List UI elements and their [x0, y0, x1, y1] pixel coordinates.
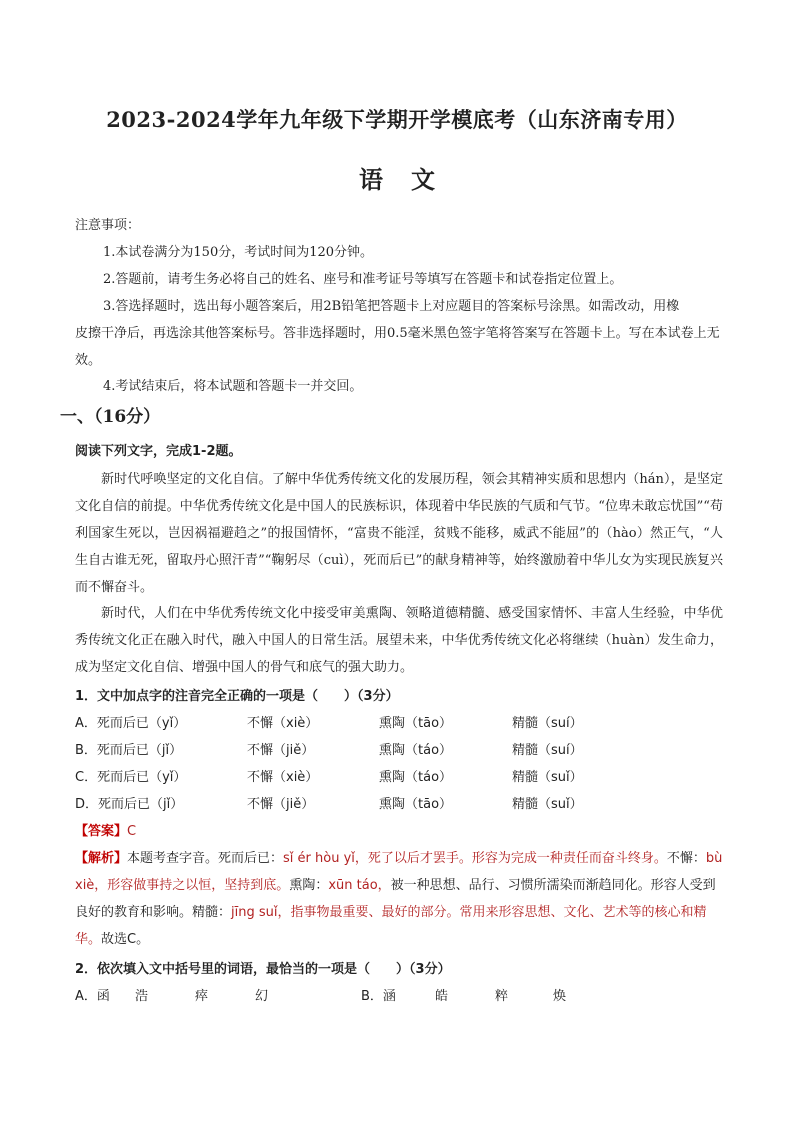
option-cell: 不懈（xiè） [247, 716, 319, 731]
exam-title: 2023-2024学年九年级下学期开学模底考（山东济南专用） [106, 107, 688, 132]
analysis-text: jīng suǐ，指事物最重要、最好的部分。常用来形容思想、文化、艺术等的核心和精华。 [75, 905, 707, 947]
option-cell: 熏陶（táo） [379, 770, 453, 785]
option-cell: 焕 [553, 989, 567, 1004]
option-cell: 精髓（suǐ） [512, 797, 583, 812]
analysis-text: xūn táo， [328, 878, 391, 893]
option-cell: 不懈（xiè） [247, 770, 319, 785]
option-cell: 不懈（jiě） [247, 797, 315, 812]
note-item: 3.答选择题时，选出每小题答案后，用2B铅笔把答题卡上对应题目的答案标号涂黑。如需改动，用橡 [103, 299, 680, 314]
note-item: 4.考试结束后，将本试题和答题卡一并交回。 [103, 379, 363, 394]
question-1-option-d [75, 791, 723, 818]
option-cell: 浩 [135, 989, 149, 1004]
option-cell: B．涵 [361, 989, 396, 1004]
question-2-options [75, 983, 723, 1010]
question-1-option-c [75, 764, 723, 791]
passage-paragraph-1: 新时代呼唤坚定的文化自信。了解中华优秀传统文化的发展历程，领会其精神实质和思想内（hán），是坚定文化自信的前提。中华优秀传统文化是中国人的民族标识，体现着中华民族的气质和气节。“位卑未敢忘忧国”“苟利国家生死以，岂因祸福避趋之”的报国情怀，“富贵不能淫，贫贱不能移，威武不能屈”的（hào）然正气，“人生自古谁无死，留取丹心照汗青”“鞠躬尽（cuì），死而后已”的献身精神等，始终激励着中华儿女为实现民族复兴而不懈奋斗。 [75, 472, 723, 595]
note-item: 2.答题前，请考生务必将自己的姓名、座号和准考证号等填写在答题卡和试卷指定位置上。 [103, 272, 623, 287]
option-cell: 皓 [435, 989, 449, 1004]
analysis-text: 熏陶： [289, 878, 329, 893]
option-cell: A．函 [75, 989, 110, 1004]
option-cell: 幻 [255, 989, 269, 1004]
option-cell: C．死而后已（yǐ） [75, 770, 187, 785]
answer-value: C [127, 824, 137, 839]
analysis-text: 本题考查字音。死而后已： [127, 851, 284, 866]
passage-paragraph-2: 新时代，人们在中华优秀传统文化中接受审美熏陶、领略道德精髓、感受国家情怀、丰富人生经验，中华优秀传统文化正在融入时代，融入中国人的日常生活。展望未来，中华优秀传统文化必将继续（huàn）发生命力，成为坚定文化自信、增强中国人的骨气和底气的强大助力。 [75, 606, 723, 675]
analysis-text: 被一种思想、品行、习惯所濡染而渐趋同化。形容人受到良好的教育和影响。精髓： [75, 878, 716, 920]
question-1-option-a [75, 710, 723, 737]
question-1-analysis [75, 845, 723, 953]
analysis-text: sǐ ér hòu yǐ，死了以后才罢手。形容为完成一种责任而奋斗终身。 [283, 851, 667, 866]
answer-tag: 【答案】 [75, 824, 128, 839]
option-cell: 粹 [495, 989, 509, 1004]
question-2-stem: 2．依次填入文中括号里的词语，最恰当的一项是（ ）（3分） [75, 962, 451, 977]
option-cell: 精髓（suǐ） [512, 770, 583, 785]
analysis-tag: 【解析】 [75, 851, 128, 866]
notes-heading: 注意事项： [75, 218, 141, 233]
analysis-text: 不懈： [666, 851, 706, 866]
subject-char: 语 [359, 165, 383, 194]
question-1-answer [75, 818, 136, 845]
analysis-text: 故选C。 [101, 932, 150, 947]
option-cell: 熏陶（tāo） [379, 797, 453, 812]
option-cell: 精髓（suí） [512, 716, 583, 731]
option-cell: B．死而后已（jǐ） [75, 743, 183, 758]
option-cell: A．死而后已（yǐ） [75, 716, 187, 731]
option-cell: 熏陶（tāo） [379, 716, 453, 731]
subject-heading [0, 160, 794, 195]
subject-char: 文 [411, 165, 435, 194]
option-cell: D．死而后已（jǐ） [75, 797, 184, 812]
question-1-stem: 1．文中加点字的注音完全正确的一项是（ ）（3分） [75, 689, 399, 704]
option-cell: 不懈（jiě） [247, 743, 315, 758]
section-heading: 一、（16分） [60, 407, 161, 427]
note-item: 1.本试卷满分为150分，考试时间为120分钟。 [103, 245, 374, 260]
option-cell: 瘁 [195, 989, 209, 1004]
reading-instruction: 阅读下列文字，完成1-2题。 [75, 444, 242, 459]
question-1-option-b [75, 737, 723, 764]
analysis-text: bù xiè，形容做事持之以恒，坚持到底。 [75, 851, 723, 893]
option-cell: 精髓（suí） [512, 743, 583, 758]
option-cell: 熏陶（táo） [379, 743, 453, 758]
note-item-continued: 皮擦干净后，再选涂其他答案标号。答非选择题时，用0.5毫米黑色签字笔将答案写在答题卡上。写在本试卷上无效。 [75, 326, 720, 368]
